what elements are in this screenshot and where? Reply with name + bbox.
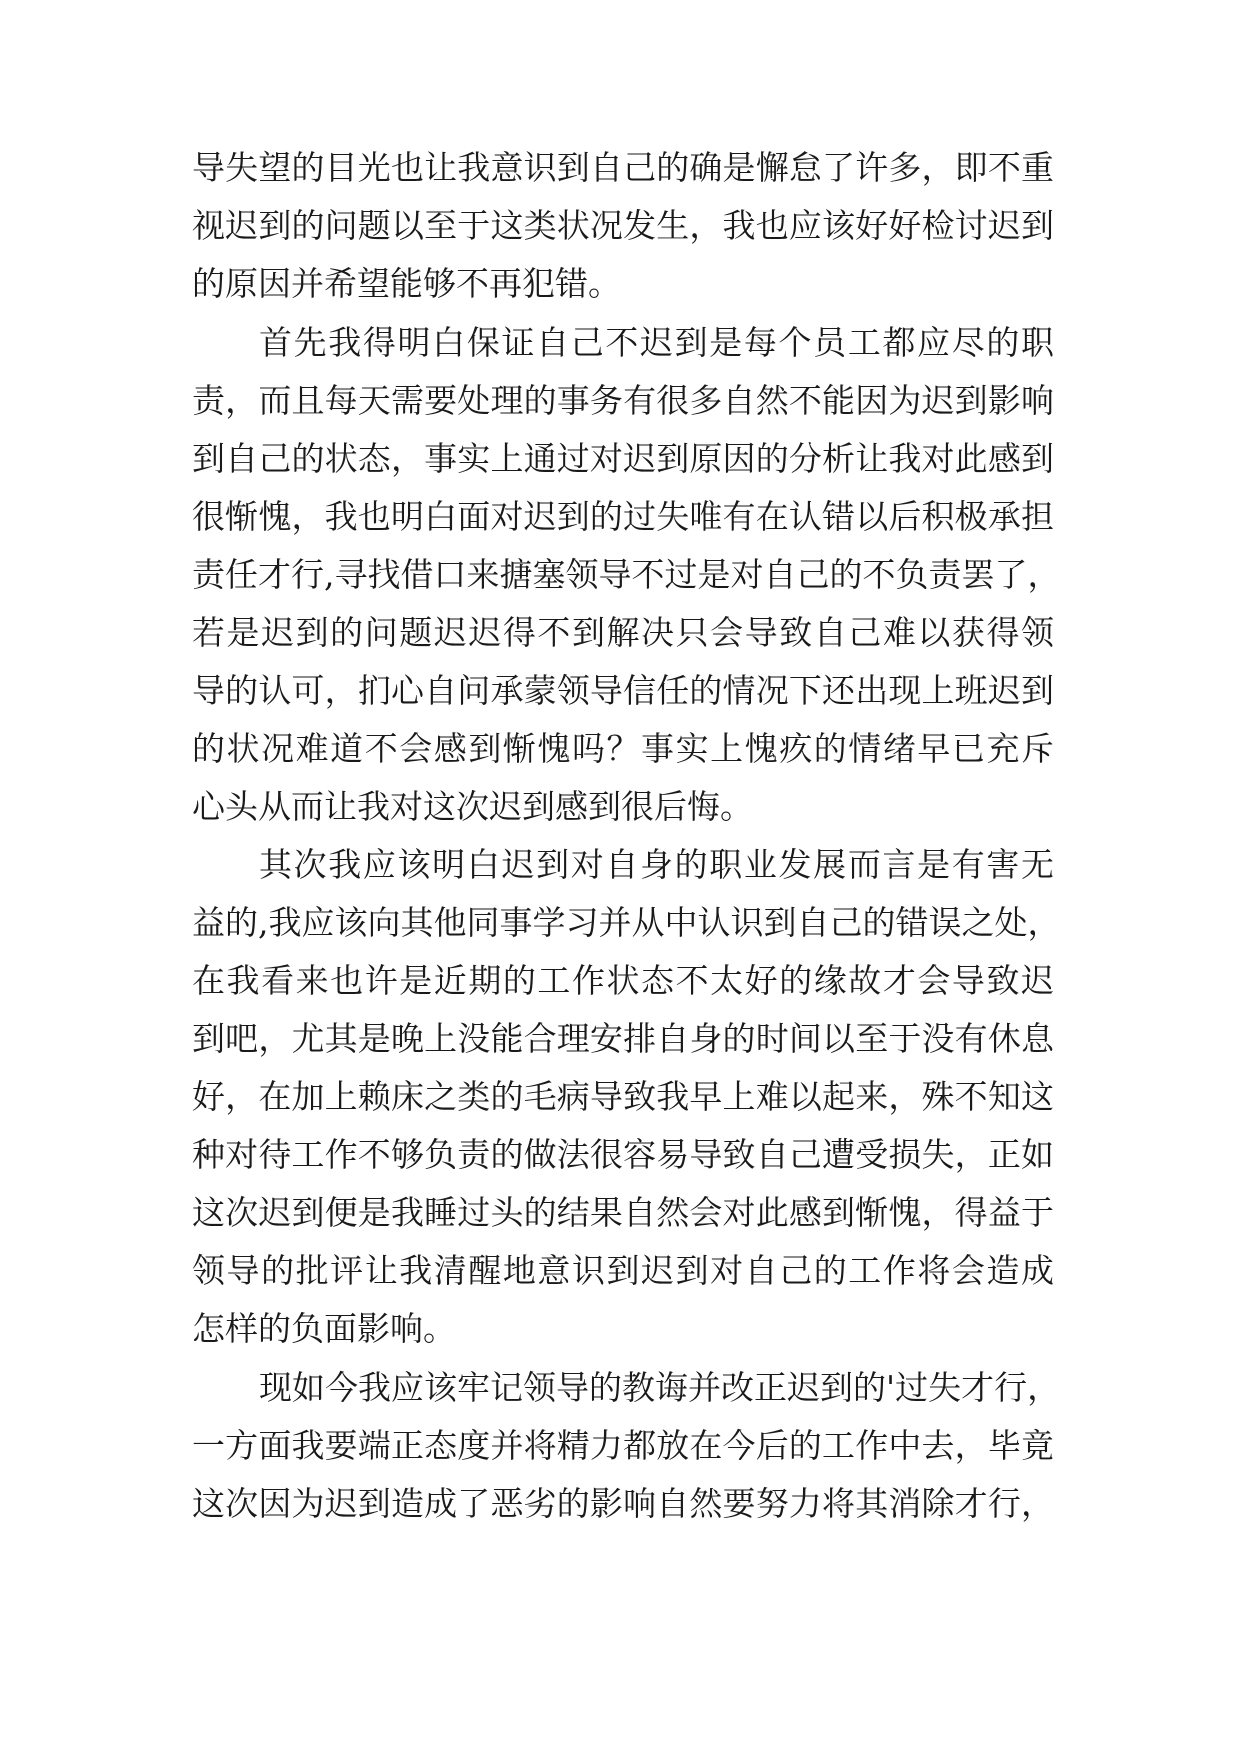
- text-line: 首先我得明白保证自己不迟到是每个员工都应尽的职: [259, 323, 1054, 362]
- text-line: 益的,我应该向其他同事学习并从中认识到自己的错误之处，: [192, 903, 1061, 942]
- text-line: 领导的批评让我清醒地意识到迟到对自己的工作将会造成: [192, 1251, 1054, 1290]
- text-line: 的状况难道不会感到惭愧吗？事实上愧疚的情绪早已充斥: [192, 729, 1054, 768]
- text-line: 导失望的目光也让我意识到自己的确是懈怠了许多，即不重: [192, 148, 1054, 187]
- text-line: 其次我应该明白迟到对自身的职业发展而言是有害无: [259, 845, 1054, 884]
- text-line: 视迟到的问题以至于这类状况发生，我也应该好好检讨迟到: [192, 206, 1054, 245]
- text-line: 在我看来也许是近期的工作状态不太好的缘故才会导致迟: [192, 961, 1054, 1000]
- text-line: 一方面我要端正态度并将精力都放在今后的工作中去，毕竟: [192, 1426, 1054, 1465]
- text-line: 责，而且每天需要处理的事务有很多自然不能因为迟到影响: [192, 381, 1054, 420]
- text-line: 现如今我应该牢记领导的教诲并改正迟到的'过失才行，: [259, 1368, 1061, 1407]
- text-line: 导的认可，扪心自问承蒙领导信任的情况下还出现上班迟到: [192, 671, 1054, 710]
- text-line: 到吧，尤其是晚上没能合理安排自身的时间以至于没有休息: [192, 1019, 1054, 1058]
- text-line: 这次因为迟到造成了恶劣的影响自然要努力将其消除才行，: [192, 1484, 1054, 1523]
- text-line: 心头从而让我对这次迟到感到很后悔。: [192, 787, 753, 826]
- text-line: 种对待工作不够负责的做法很容易导致自己遭受损失，正如: [192, 1135, 1054, 1174]
- text-line: 的原因并希望能够不再犯错。: [192, 264, 621, 303]
- text-line: 若是迟到的问题迟迟得不到解决只会导致自己难以获得领: [192, 613, 1054, 652]
- text-line: 很惭愧，我也明白面对迟到的过失唯有在认错以后积极承担: [192, 497, 1054, 536]
- text-line: 这次迟到便是我睡过头的结果自然会对此感到惭愧，得益于: [192, 1193, 1054, 1232]
- text-line: 好，在加上赖床之类的毛病导致我早上难以起来，殊不知这: [192, 1077, 1054, 1116]
- text-line: 到自己的状态，事实上通过对迟到原因的分析让我对此感到: [192, 439, 1054, 478]
- text-line: 怎样的负面影响。: [192, 1309, 456, 1348]
- text-line: 责任才行,寻找借口来搪塞领导不过是对自己的不负责罢了，: [192, 555, 1061, 594]
